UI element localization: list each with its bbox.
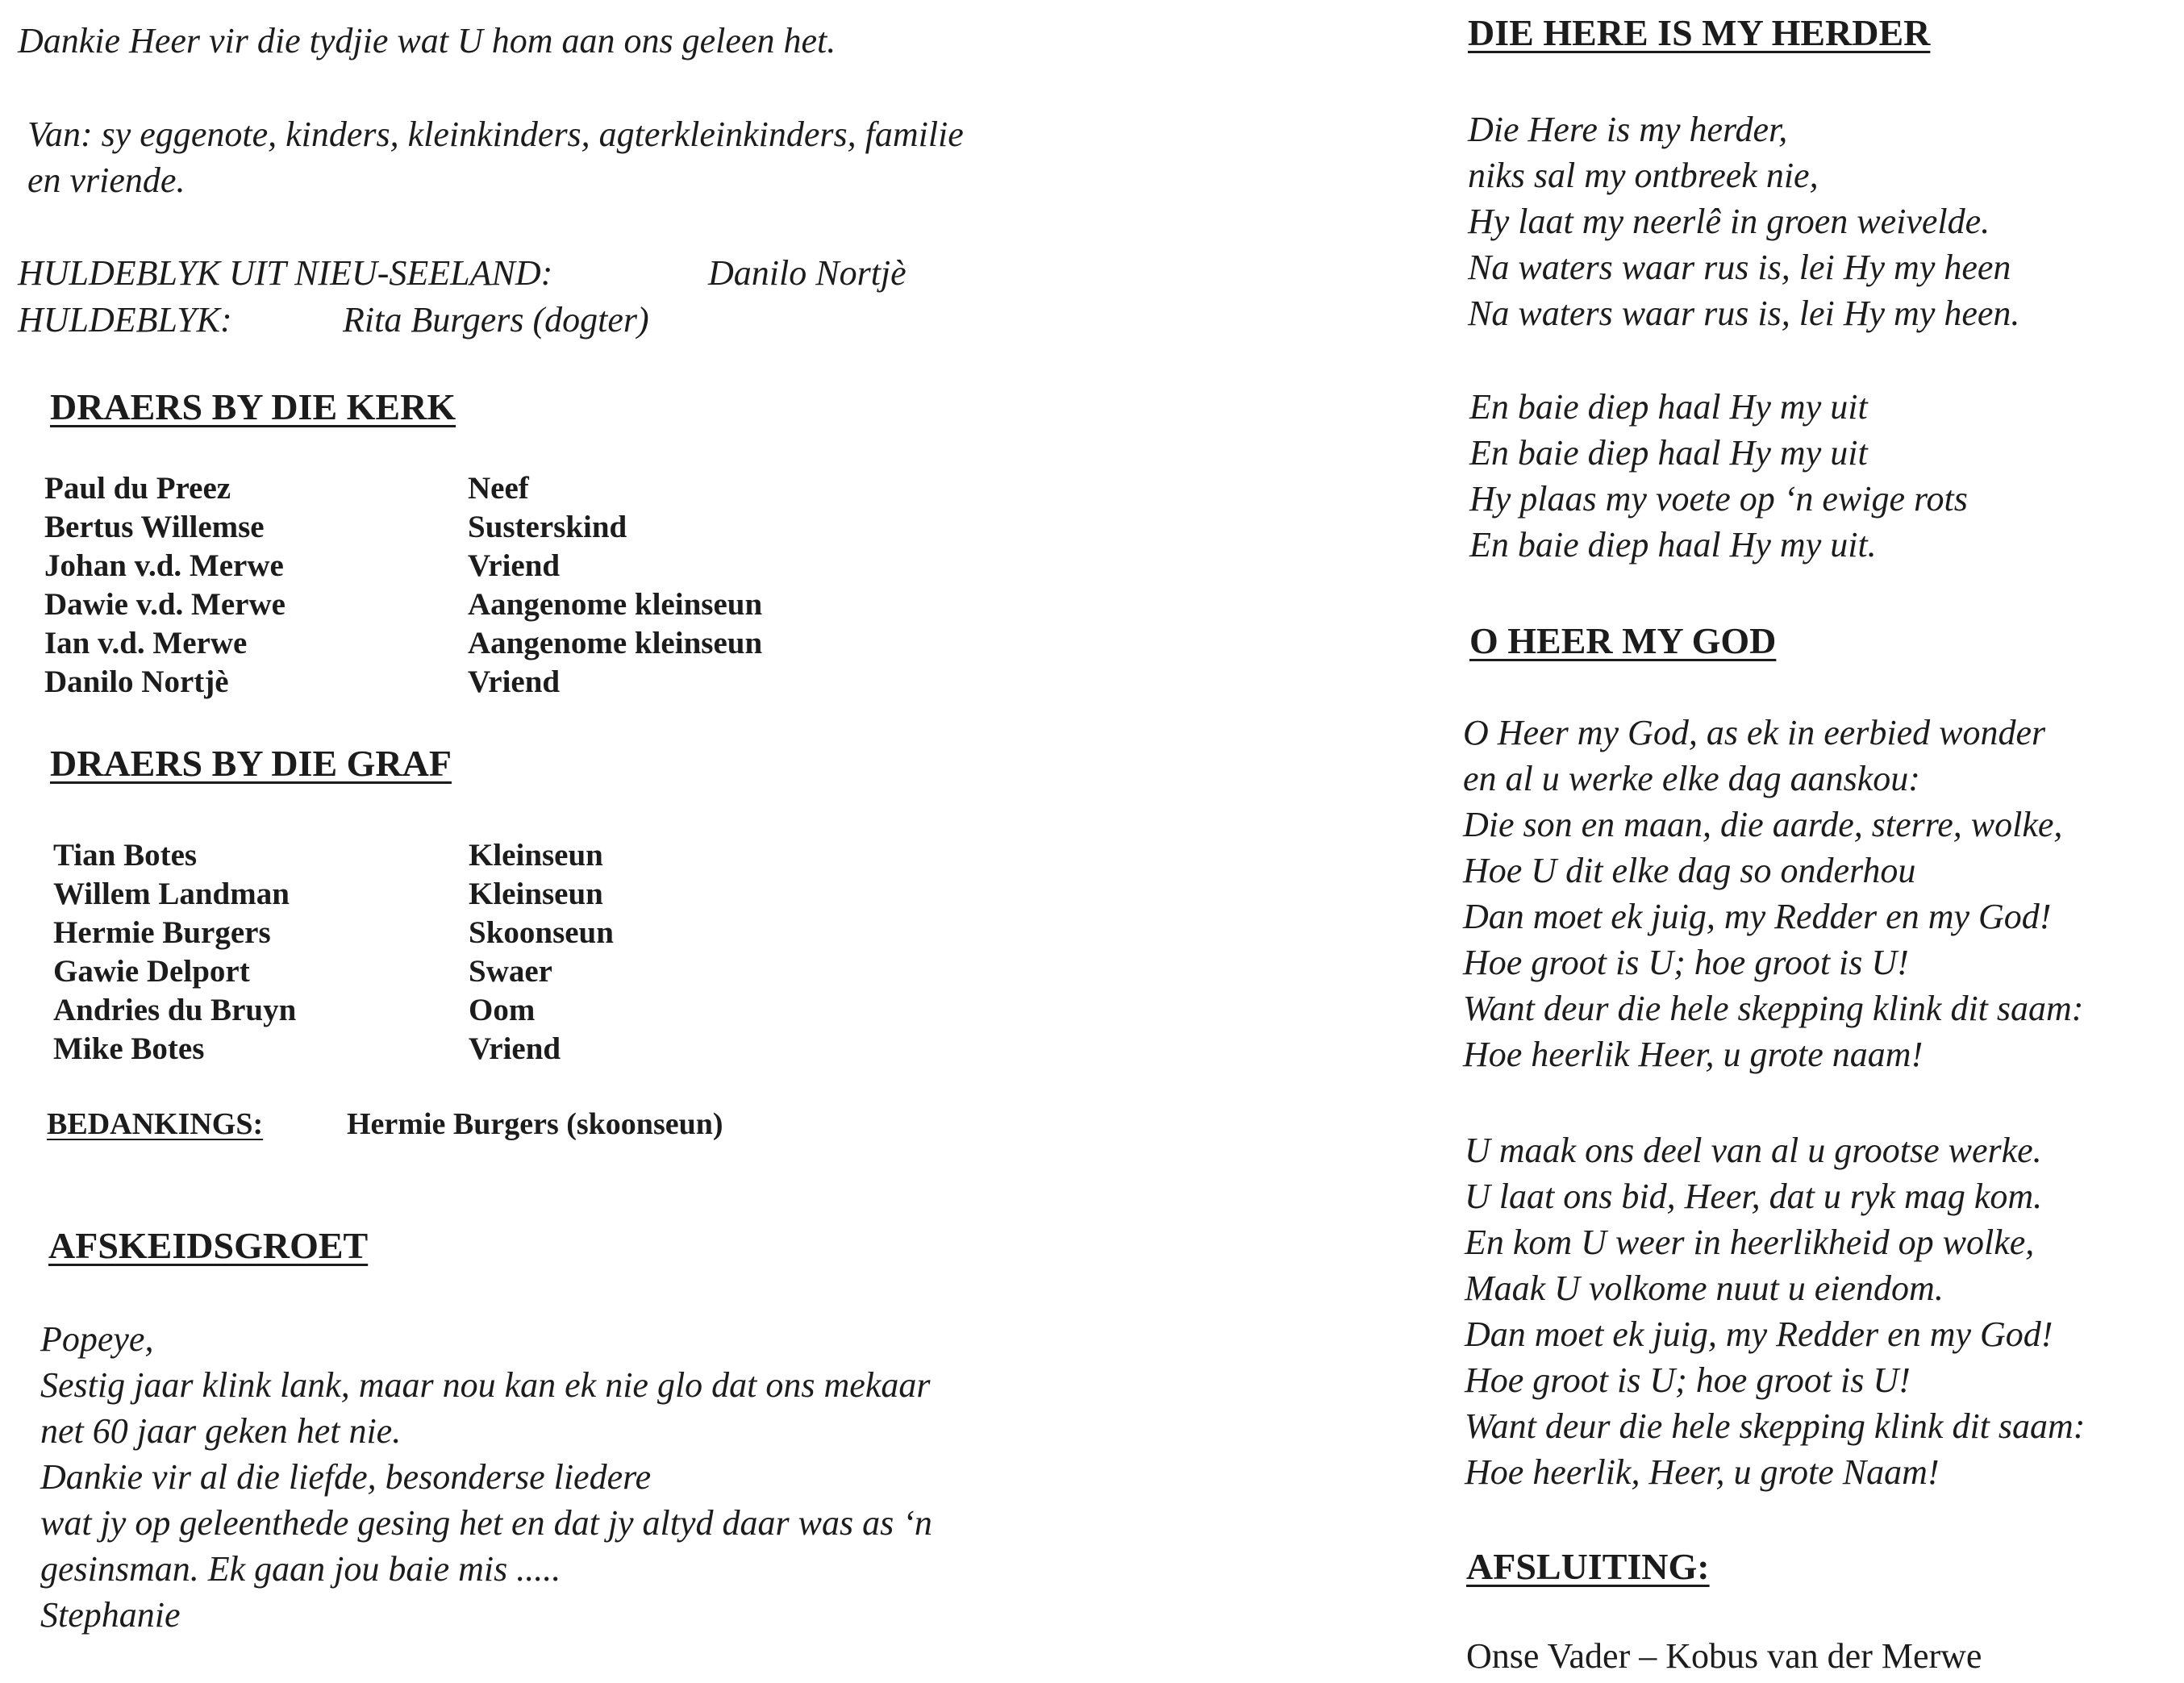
section-title-farewell: AFSKEIDSGROET: [48, 1225, 369, 1266]
verse-line: Maak U volkome nuut u eiendom.: [1465, 1268, 1944, 1308]
verse-line: En baie diep haal Hy my uit.: [1469, 525, 1877, 564]
verse-line: Want deur die hele skepping klink dit saam:: [1463, 989, 2084, 1028]
farewell-line: gesinsman. Ek gaan jou baie mis .....: [40, 1549, 561, 1589]
table-row: Tian Botes Kleinseun: [53, 838, 603, 873]
hymn-title-heer: O HEER MY GOD: [1469, 620, 1777, 661]
table-row: Johan v.d. Merwe Vriend: [44, 548, 561, 583]
table-row: Danilo Nortjè Vriend: [44, 664, 561, 699]
thanks-value: Hermie Burgers (skoonseun): [347, 1107, 723, 1141]
hymn-verse: [1465, 1127, 2085, 1495]
section-title-bearers-grave: DRAERS BY DIE GRAF: [50, 743, 452, 784]
farewell-line: Popeye,: [40, 1319, 154, 1359]
farewell-message: [40, 1316, 932, 1638]
verse-line: Na waters waar rus is, lei Hy my heen: [1468, 248, 2011, 287]
verse-line: U laat ons bid, Heer, dat u ryk mag kom.: [1465, 1177, 2043, 1216]
tribute-label: HULDEBLYK:: [18, 300, 232, 340]
hymn-verse: [1468, 106, 2019, 336]
from-line: en vriende.: [27, 160, 185, 200]
section-title-bearers-church: DRAERS BY DIE KERK: [50, 386, 456, 427]
hymn-title-herder: DIE HERE IS MY HERDER: [1468, 12, 1931, 53]
closing-text: Onse Vader – Kobus van der Merwe: [1466, 1636, 1982, 1676]
tribute-row: [18, 250, 552, 296]
table-row: Dawie v.d. Merwe Aangenome kleinseun: [44, 587, 763, 622]
table-row: Gawie Delport Swaer: [53, 954, 552, 989]
thanks-label: BEDANKINGS:: [47, 1107, 264, 1141]
verse-line: O Heer my God, as ek in eerbied wonder: [1463, 713, 2046, 752]
tribute-row: [18, 297, 232, 343]
verse-line: Die son en maan, die aarde, sterre, wolke,: [1463, 805, 2063, 844]
verse-line: Hoe heerlik, Heer, u grote Naam!: [1465, 1452, 1940, 1492]
verse-line: niks sal my ontbreek nie,: [1468, 156, 1819, 195]
farewell-signature: Stephanie: [40, 1595, 181, 1635]
verse-line: Die Here is my herder,: [1468, 110, 1788, 149]
verse-line: en al u werke elke dag aanskou:: [1463, 759, 1920, 798]
hymn-verse: [1463, 710, 2083, 1077]
table-row: Willem Landman Kleinseun: [53, 877, 603, 911]
table-row: Hermie Burgers Skoonseun: [53, 915, 614, 950]
hymn-verse: [1469, 384, 1968, 568]
verse-line: Dan moet ek juig, my Redder en my God!: [1463, 897, 2052, 936]
verse-line: En baie diep haal Hy my uit: [1469, 433, 1868, 473]
verse-line: Na waters waar rus is, lei Hy my heen.: [1468, 294, 2020, 333]
table-row: Bertus Willemse Susterskind: [44, 510, 627, 544]
verse-line: En baie diep haal Hy my uit: [1469, 387, 1868, 427]
from-text: [27, 111, 964, 203]
farewell-line: wat jy op geleenthede gesing het en dat jy altyd daar was as ‘n: [40, 1503, 932, 1543]
section-title-closing: AFSLUITING:: [1466, 1546, 1710, 1587]
verse-line: Want deur die hele skepping klink dit saam:: [1465, 1406, 2086, 1446]
verse-line: Hoe U dit elke dag so onderhou: [1463, 851, 1916, 890]
from-line: Van: sy eggenote, kinders, kleinkinders, agterkleinkinders, familie: [27, 115, 964, 154]
bearers-grave-table: [53, 836, 614, 1069]
verse-line: Dan moet ek juig, my Redder en my God!: [1465, 1314, 2053, 1354]
verse-line: Hoe groot is U; hoe groot is U!: [1463, 943, 1909, 982]
verse-line: En kom U weer in heerlikheid op wolke,: [1465, 1223, 2035, 1262]
verse-line: Hy plaas my voete op ‘n ewige rots: [1469, 479, 1968, 519]
tribute-value: Danilo Nortjè: [708, 253, 907, 293]
tribute-value: Rita Burgers (dogter): [343, 300, 649, 340]
verse-line: U maak ons deel van al u grootse werke.: [1465, 1131, 2042, 1170]
farewell-line: net 60 jaar geken het nie.: [40, 1411, 402, 1451]
table-row: Andries du Bruyn Oom: [53, 993, 536, 1027]
table-row: Ian v.d. Merwe Aangenome kleinseun: [44, 626, 763, 660]
verse-line: Hy laat my neerlê in groen weivelde.: [1468, 202, 1990, 241]
farewell-line: Sestig jaar klink lank, maar nou kan ek nie glo dat ons mekaar: [40, 1365, 931, 1405]
table-row: Mike Botes Vriend: [53, 1031, 561, 1066]
verse-line: Hoe groot is U; hoe groot is U!: [1465, 1360, 1911, 1400]
bearers-church-table: [44, 469, 762, 702]
verse-line: Hoe heerlik Heer, u grote naam!: [1463, 1035, 1924, 1074]
intro-text: Dankie Heer vir die tydjie wat U hom aan ons geleen het.: [18, 21, 836, 60]
table-row: Paul du Preez Neef: [44, 471, 529, 506]
tribute-label: HULDEBLYK UIT NIEU-SEELAND:: [18, 253, 553, 293]
farewell-line: Dankie vir al die liefde, besonderse liedere: [40, 1457, 652, 1497]
